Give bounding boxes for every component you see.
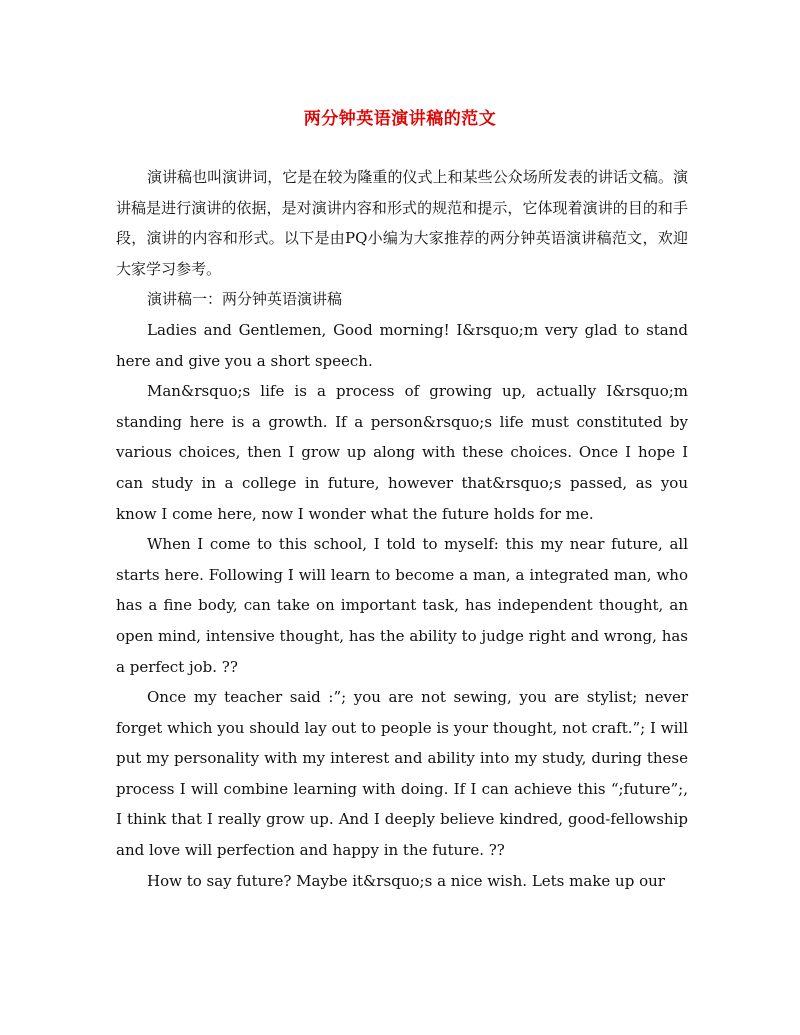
intro-paragraph: 演讲稿也叫演讲词，它是在较为隆重的仪式上和某些公众场所发表的讲话文稿。演讲稿是进行演讲的依据，是对演讲内容和形式的规范和提示，它体现着演讲的目的和手段，演讲的内容和形式。以下是由PQ小编为大家推荐的两分钟英语演讲稿范文，欢迎大家学习参考。 <box>116 168 688 278</box>
document-body <box>116 162 688 896</box>
speech-paragraph-school: When I come to this school, I told to myself: this my near future, all starts here. Following I will learn to become a man, a integrated man, who has a fine body, can take on important task, has independent thought, an open mind, intensive thought, has the ability to judge right and wrong, has a perfect job. ?? <box>116 535 688 676</box>
speech-paragraph-future: How to say future? Maybe it&rsquo;s a nice wish. Lets make up our <box>147 871 665 890</box>
section-heading: 演讲稿一：两分钟英语演讲稿 <box>147 290 343 309</box>
speech-paragraph-teacher: Once my teacher said :”; you are not sewing, you are stylist; never forget which you should lay out to people is your thought, not craft.”; I will put my personality with my interest and ability into my study, during these process I will combine learning with doing. If I can achieve this “;future”;, I think that I really grow up. And I deeply believe kindred, good-fellowship and love will perfection and happy in the future. ?? <box>116 688 688 860</box>
speech-paragraph-growth: Man&rsquo;s life is a process of growing up, actually I&rsquo;m standing here is a growth. If a person&rsquo;s life must constituted by various choices, then I grow up along with these choices. Once I hope I can study in a college in future, however that&rsquo;s passed, as you know I come here, now I wonder what the future holds for me. <box>116 382 688 523</box>
speech-paragraph-greeting: Ladies and Gentlemen, Good morning! I&rsquo;m very glad to stand here and give you a short speech. <box>116 320 688 370</box>
document-title: 两分钟英语演讲稿的范文 <box>303 109 497 129</box>
